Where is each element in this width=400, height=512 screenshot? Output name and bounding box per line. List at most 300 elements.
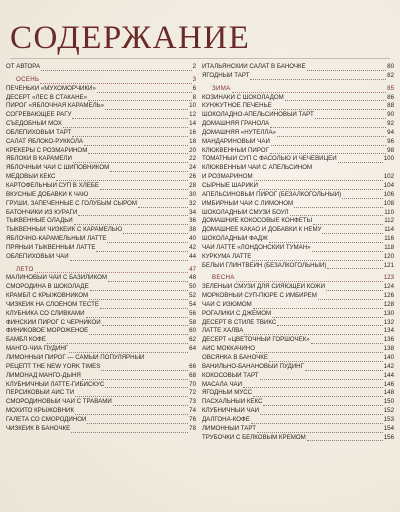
dot-leader [236,274,383,282]
dot-leader [251,416,383,424]
page-number: 132 [383,318,394,326]
toc-entry[interactable] [202,72,394,81]
toc-left-column [6,63,196,434]
page-number: 98 [387,146,394,154]
dot-leader [89,327,188,335]
dot-leader [244,327,382,335]
entry-title: ОБЛЕПИХОВЫЙ ТАРТ [6,128,72,136]
toc-entry[interactable] [202,345,394,354]
dot-leader [270,147,386,155]
entry-title: МАНГО-ЧИА ПУДИНГ [6,345,69,353]
toc-entry[interactable] [202,200,394,209]
toc-entry[interactable] [6,407,196,416]
dot-leader [259,182,383,190]
dot-leader [294,200,383,208]
entry-title: ЯБЛОЧНЫЙ ЧАЙ С ШИПОВНИКОМ [6,164,110,172]
dot-leader [256,345,383,353]
dot-leader [88,94,192,102]
dot-leader [89,191,188,199]
toc-entry[interactable] [6,336,196,345]
toc-entry[interactable] [202,155,394,164]
page-number: 88 [387,102,394,110]
toc-entry[interactable] [6,363,196,372]
entry-title: ОБЛЕПИХОВЫЙ ЧАЙ [6,252,69,260]
page-number: 100 [383,155,394,163]
dot-leader [269,235,383,243]
toc-entry[interactable] [6,191,196,200]
toc-entry[interactable] [6,372,196,381]
toc-entry[interactable] [6,102,196,111]
page-number: 106 [383,190,394,198]
toc-entry[interactable] [202,253,394,262]
page-number: 3 [192,75,196,83]
entry-title: КУНЖУТНОЕ ПЕЧЕНЬЕ [202,102,272,110]
page-number: 14 [189,120,196,128]
entry-title: КЛУБНИЧНЫЙ ЛАТТЕ-ГИБИСКУС [6,380,105,388]
dot-leader [327,262,382,270]
dot-leader [78,209,188,217]
page-number: 8 [192,93,196,101]
toc-section-heading[interactable] [6,76,196,85]
dot-leader [253,389,383,397]
page-number: 102 [383,173,394,181]
entry-title: ЧАЙ ЛАТТЕ «ЛОНДОНСКИЙ ТУМАН» [202,243,311,251]
entry-title: ДОМАШНЯЯ ГРАНОЛА [202,120,270,128]
toc-entry[interactable] [6,200,196,209]
toc-entry[interactable] [6,235,196,244]
entry-title: КАРТОФЕЛЬНЫЙ СУП В ХЛЕБЕ [6,181,99,189]
page-number: 112 [384,217,394,225]
entry-title: ДАЛГОНА-КОФЕ [202,415,250,423]
page-number: 136 [383,336,394,344]
dot-leader [307,434,383,442]
dot-leader [326,283,383,291]
toc-entry[interactable] [202,94,394,103]
toc-entry[interactable] [202,244,394,253]
entry-title: БАТОНЧИКИ ИЗ КУРАГИ [6,208,78,216]
dot-leader [86,310,189,318]
entry-title: КОКОСОВЫЙ ТАРТ [202,371,259,379]
dot-leader [252,253,382,261]
page-number: 154 [383,424,394,432]
entry-title: ВАНИЛЬНО-БАНАНОВЫЙ ПУДИНГ [202,362,304,370]
entry-title: КОЗИНАКИ С ШОКОЛАДОМ [202,93,284,101]
toc-entry[interactable] [6,63,196,72]
toc-entry[interactable] [6,310,196,319]
page-number: 56 [189,309,196,317]
entry-title: ДЕСЕРТ В СТИЛЕ ТВИКС [202,318,277,326]
entry-title: ЯГОДНЫЙ ТАРТ [202,71,250,79]
dot-leader [257,425,383,433]
toc-entry[interactable] [202,416,394,425]
entry-title: ШОКОЛАДНО-АПЕЛЬСИНОВЫЙ ТАРТ [202,111,314,119]
dot-leader [47,336,188,344]
toc-entry[interactable] [6,301,196,310]
toc-entry[interactable] [6,327,196,336]
toc-entry[interactable] [202,63,394,72]
section-title: ОСЕНЬ [16,75,40,83]
toc-entry[interactable] [6,253,196,262]
page-number: 34 [189,208,196,216]
toc-entry[interactable] [202,283,394,292]
entry-title: ИТАЛЬЯНСКИЙ САЛАТ В БАНОЧКЕ [202,63,306,70]
toc-entry[interactable] [202,129,394,138]
dot-leader [263,398,382,406]
page-number: 6 [192,84,196,92]
page-number: 96 [387,137,394,145]
toc-entry[interactable] [6,319,196,328]
dot-leader [270,120,386,128]
page-number: 12 [189,111,196,119]
dot-leader [113,398,188,406]
entry-title: ТЫКВЕННЫЙ ЧИЗКЕЙК С КАРАМЕЛЬЮ [6,226,123,234]
page-number: 134 [383,327,394,335]
dot-leader [315,111,386,119]
dot-leader [285,94,386,102]
toc-entry[interactable] [202,425,394,434]
page-number: 156 [383,433,394,441]
toc-section-heading[interactable] [6,266,196,275]
entry-title: ШОКОЛАДНЫЙ ФАДЖ [202,235,268,243]
toc-entry[interactable] [6,209,196,218]
page-number: 16 [189,128,196,136]
toc-entry[interactable] [6,354,196,363]
entry-title: ШОКОЛАДНЫЙ СМУЗИ БОУЛ [202,208,289,216]
page-number: 36 [189,217,196,225]
toc-entry[interactable] [202,182,394,191]
toc-entry[interactable] [202,363,394,372]
toc-section-heading[interactable] [202,85,394,94]
dot-leader [75,407,188,415]
page-number: 70 [189,380,196,388]
toc-entry[interactable] [202,102,394,111]
dot-leader [100,301,188,309]
toc-entry[interactable] [6,217,196,226]
page-number: 54 [189,300,196,308]
dot-leader [313,217,383,225]
page-number: 62 [189,336,196,344]
page-number: 123 [383,274,394,282]
page-number: 73 [189,398,196,406]
toc-entry[interactable] [6,244,196,253]
toc-entry[interactable] [202,310,394,319]
entry-title: ГРУШИ, ЗАПЕЧЁННЫЕ С ГОЛУБЫМ СЫРОМ [6,199,137,207]
entry-title: МАНДАРИНОВЫЙ ЧАЙ [202,137,270,145]
toc-entry[interactable] [6,283,196,292]
page-number: 48 [189,274,196,282]
page-number: 94 [387,128,394,136]
entry-title: ВКУСНЫЕ ДОБАВКИ К ЧАЮ [6,190,89,198]
entry-title: ПИРОГ «ЯБЛОЧНАЯ КАРАМЕЛЬ» [6,102,105,110]
toc-section-heading[interactable] [202,274,394,283]
entry-title: ПРЯНЫЙ ТЫКВЕННЫЙ ЛАТТЕ [6,243,96,251]
dot-leader [108,274,188,282]
page-title: СОДЕРЖАНИЕ [10,20,251,56]
entry-title: ТОМАТНЫЙ СУП С ФАСОЛЬЮ И ЧЕЧЕВИЦЕЙ [202,155,337,163]
entry-title: МАСАЛА ЧАЙ [202,380,243,388]
page-number: 150 [383,398,394,406]
entry-title: ФИНИКОВОЕ МОРОЖЕНОЕ [6,327,89,335]
dot-leader [70,253,188,261]
page-number: 85 [387,84,394,92]
dot-leader [56,173,188,181]
dot-leader [307,63,387,71]
dot-leader [290,209,384,217]
entry-title: ЧИЗКЕЙК НА СЛОЁНОМ ТЕСТЕ [6,300,99,308]
dot-leader [277,129,386,137]
toc-entry[interactable] [202,120,394,129]
entry-title: ЛИМОННЫЙ ТАРТ [202,424,256,432]
entry-title: МАЛИНОВЫЙ ЧАЙ С БАЗИЛИКОМ [6,274,107,282]
page-number: 128 [383,300,394,308]
page-number: 58 [189,318,196,326]
entry-title: АПЕЛЬСИНОВЫЙ ПИРОГ (БЕЗАЛКОГОЛЬНЫЙ) [202,190,342,198]
entry-title: КРАМБЛ С КРЫЖОВНИКОМ [6,292,89,300]
toc-entry[interactable] [6,173,196,182]
entry-title: КЛУБНИЧНЫЙ ЧАЙ [202,407,260,415]
toc-entry[interactable] [6,155,196,164]
toc-entry[interactable] [202,191,394,200]
entry-title: ИМБИРНЫЙ ЧАЙ С ЛИМОНОМ [202,199,294,207]
toc-entry[interactable] [6,345,196,354]
entry-title: БЕЛЫЙ ГЛИНТВЕЙН (БЕЗАЛКОГОЛЬНЫЙ) [202,261,327,269]
section-title: ВЕСНА [212,274,235,282]
entry-title: КЛЮКВЕННЫЙ ЧАЙ С АПЕЛЬСИНОМ [202,164,313,172]
dot-leader [90,283,188,291]
toc-entry[interactable] [202,327,394,336]
entry-title: МОХИТО КРЫЖОВНИК [6,407,75,415]
dot-leader [97,85,192,93]
toc-entry[interactable] [6,381,196,390]
entry-title: СОГРЕВАЮЩЕЕ РАГУ [6,111,72,119]
page-number: 118 [384,243,394,251]
entry-title: БАМБЛ КОФЕ [6,336,46,344]
toc-entry[interactable] [6,129,196,138]
toc-entry[interactable] [202,398,394,407]
toc-entry[interactable] [202,111,394,120]
entry-title: САЛАТ ЯБЛОКО-РУККОЛА [6,137,84,145]
entry-title: СМОРОДИНА В ШОКОЛАДЕ [6,283,89,291]
page-number: 104 [383,181,394,189]
entry-title: И РОЗМАРИНОМ [202,173,253,181]
toc-entry[interactable] [202,292,394,301]
entry-title: ТРУБОЧКИ С БЕЛКОВЫМ КРЕМОМ [202,433,306,441]
toc-entry[interactable] [202,226,394,235]
entry-title: КЛЮКВЕННЫЙ ПИРОГ [202,146,269,154]
entry-title: ОТ АВТОРА [6,63,41,70]
toc-entry[interactable] [202,147,394,156]
page-number: 2 [192,63,196,70]
page-number: 47 [189,265,196,273]
entry-title: ПАСХАЛЬНЫЙ КЕКС [202,398,263,406]
entry-title: СЪЕДОБНЫЙ МОХ [6,120,62,128]
page-number: 26 [189,173,196,181]
toc-entry[interactable] [202,434,394,443]
toc-entry[interactable] [6,182,196,191]
page-number: 108 [383,199,394,207]
entry-title: ЗЕЛЁНЫЙ СМУЗИ ДЛЯ СИЯЮЩЕЙ КОЖИ [202,283,326,291]
toc-entry[interactable] [202,301,394,310]
page-number: 153 [383,415,394,423]
dot-leader [107,235,188,243]
dot-leader [69,345,188,353]
toc-entry[interactable] [6,164,196,173]
entry-title: ПЕРСИКОВЫЙ АЙС ТИ [6,389,75,397]
page-number: 52 [189,292,196,300]
toc-entry[interactable] [6,147,196,156]
page-number: 86 [387,93,394,101]
toc-entry[interactable] [202,235,394,244]
dot-leader [73,155,188,163]
toc-entry[interactable] [202,372,394,381]
dot-leader [72,129,188,137]
page-number: 121 [383,261,394,269]
entry-title: ЯБЛОЧНО-КАРАМЕЛЬНЫЙ ЛАТТЕ [6,235,107,243]
section-title: ЗИМА [212,84,231,92]
dot-leader [41,63,192,71]
toc-entry[interactable] [6,85,196,94]
dot-leader [87,416,188,424]
toc-entry[interactable] [202,164,394,173]
dot-leader [260,372,383,380]
entry-title: ЯБЛОКИ В КАРАМЕЛИ [6,155,72,163]
entry-title: ДОМАШНИЕ КОКОСОВЫЕ КОНФЕТЫ [202,217,313,225]
page-number: 78 [189,424,196,432]
page-number: 44 [189,252,196,260]
dot-leader [232,85,387,93]
page-number: 124 [383,283,394,291]
toc-entry[interactable] [202,407,394,416]
toc-entry[interactable] [6,398,196,407]
dot-leader [277,319,382,327]
entry-title: ГАЛЕТА СО СМОРОДИНОЙ [6,415,87,423]
entry-title: ДОМАШНЕЕ КАКАО И ДОБАВКИ К НЕМУ [202,226,322,234]
dot-leader [253,301,383,309]
entry-title: СМОРОДИНОВЫЙ ЧАЙ С ТРАВАМИ [6,398,112,406]
page-number: 126 [383,292,394,300]
entry-title: ДЕСЕРТ «ЛЕС В СТАКАНЕ» [6,93,88,101]
dot-leader [305,363,383,371]
toc-entry[interactable] [202,389,394,398]
entry-title: ОВСЯНКА В БАНОЧКЕ [202,354,268,361]
page-number: 20 [189,146,196,154]
entry-title: СЫРНЫЕ ШАРИКИ [202,181,258,189]
page-number: 76 [189,415,196,423]
toc-entry[interactable] [6,120,196,129]
dot-leader [105,102,188,110]
title-divider [10,58,390,59]
dot-leader [272,310,383,318]
toc-entry[interactable] [6,274,196,283]
toc-entry[interactable] [6,94,196,103]
page-number: 24 [189,164,196,172]
page-number: 90 [387,111,394,119]
dot-leader [96,244,188,252]
dot-leader [138,200,188,208]
toc-entry[interactable] [6,292,196,301]
entry-title: РЕЦЕПТ THE NEW YORK TIMES [6,362,101,370]
page-number: 114 [384,226,394,234]
dot-leader [322,226,383,234]
entry-title: РОГАЛИКИ С ДЖЕМОМ [202,309,272,317]
toc-entry[interactable] [202,354,394,363]
dot-leader [100,182,188,190]
page-number: 80 [387,63,394,70]
toc-entry[interactable] [202,319,394,328]
toc-entry[interactable] [202,217,394,226]
toc-entry[interactable] [6,111,196,120]
page-number: 30 [189,190,196,198]
page-number: 148 [383,389,394,397]
toc-entry[interactable] [202,262,394,271]
entry-title: ЛАТТЕ ХАЛВА [202,327,244,335]
entry-title: ДОМАШНЯЯ «НУТЕЛЛА» [202,128,276,136]
page-number: 130 [383,309,394,317]
entry-title: ФИНСКИЙ ПИРОГ С ЧЕРНИКОЙ [6,318,101,326]
page-number: 28 [189,181,196,189]
page-number: 18 [189,137,196,145]
toc-entry[interactable] [202,336,394,345]
dot-leader [110,164,188,172]
toc-entry[interactable] [202,209,394,218]
toc-entry[interactable] [202,173,394,182]
entry-title: ДЕСЕРТ «ЦВЕТОЧНЫЙ ГОРШОЧЕК» [202,336,310,344]
page-number: 66 [189,362,196,370]
page-number: 32 [189,199,196,207]
entry-title: КЛУБНИКА СО СЛИВКАМИ [6,309,85,317]
dot-leader [63,120,188,128]
page-number: 142 [383,362,394,370]
toc-entry[interactable] [6,226,196,235]
page-number: 38 [189,226,196,234]
dot-leader [250,72,386,80]
dot-leader [271,138,386,146]
page-number: 152 [383,407,394,415]
dot-leader [84,138,188,146]
toc-entry[interactable] [202,381,394,390]
dot-leader [273,102,386,110]
entry-title: ЯГОДНЫЙ МУСС [202,389,253,397]
dot-leader [123,226,188,234]
dot-leader [75,389,188,397]
entry-title: ЧАЙ С ИЗЮМОМ [202,300,252,308]
toc-entry[interactable] [6,425,196,434]
page-number: 140 [383,354,394,361]
page-number: 120 [383,252,394,260]
dot-leader [72,111,188,119]
entry-title: КРЕКЕРЫ С РОЗМАРИНОМ [6,146,88,154]
dot-leader [338,155,383,163]
page-number: 10 [189,102,196,110]
page-number: 60 [189,327,196,335]
dot-leader [311,336,383,344]
entry-title: МОРКОВНЫЙ СУП-ПЮРЕ С ИМБИРЁМ [202,292,317,300]
page-number: 68 [189,371,196,379]
page-number: 42 [189,243,196,251]
dot-leader [342,191,383,199]
page-number: 40 [189,235,196,243]
toc-entry[interactable] [6,416,196,425]
toc-entry[interactable] [6,138,196,147]
entry-title: МЕДОВЫЙ КЕКС [6,173,56,181]
toc-entry[interactable] [6,389,196,398]
section-title: ЛЕТО [16,265,34,273]
toc-right-column [202,63,394,442]
toc-entry[interactable] [202,138,394,147]
page-number: 146 [383,380,394,388]
page-number: 116 [384,235,394,243]
entry-title: КУРКУМА ЛАТТЕ [202,252,252,260]
